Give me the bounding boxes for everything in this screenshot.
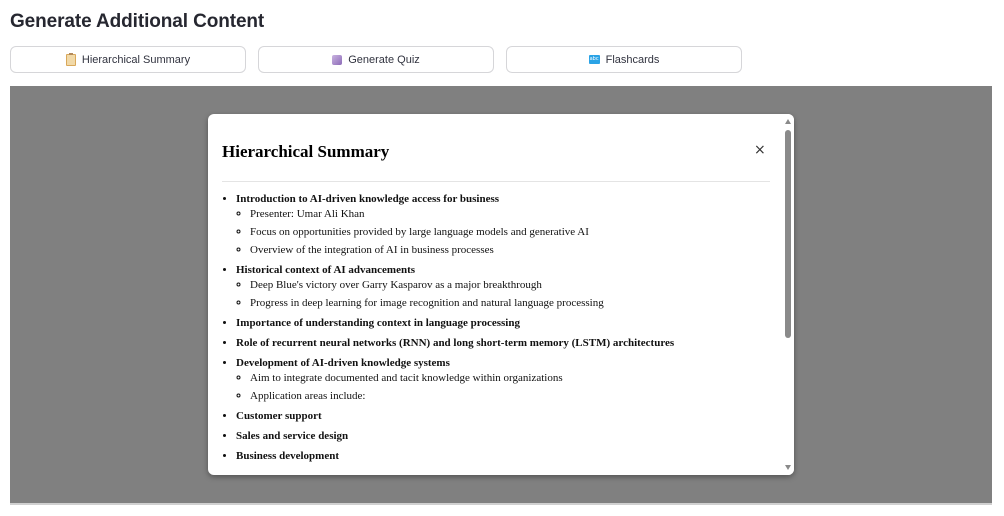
scrollbar[interactable] <box>782 114 794 475</box>
summary-item-text: Business development <box>236 450 339 462</box>
summary-item <box>236 316 778 330</box>
summary-sublist <box>236 207 778 257</box>
close-icon[interactable]: × <box>754 142 766 158</box>
summary-item <box>236 192 778 257</box>
summary-item <box>236 263 778 310</box>
summary-subitem: ◦ Overview of the integration of AI in business processes <box>250 243 778 257</box>
abc-icon: abc <box>589 56 599 62</box>
divider <box>222 181 770 182</box>
scroll-up-arrow-icon[interactable] <box>785 119 791 124</box>
summary-item <box>236 356 778 403</box>
summary-subitem: ◦ Deep Blue's victory over Garry Kasparov as a major breakthrough <box>250 278 778 292</box>
summary-sublist <box>236 371 778 403</box>
clipboard-icon <box>66 54 76 66</box>
summary-subitem: ◦ Application areas include: <box>250 389 778 403</box>
hierarchical-summary-button[interactable] <box>10 46 246 73</box>
summary-item-text: Importance of understanding context in language processing <box>236 317 520 329</box>
summary-subitem: ◦ Aim to integrate documented and tacit knowledge within organizations <box>250 371 778 385</box>
summary-item-text: Introduction to AI-driven knowledge access for business <box>236 193 500 205</box>
summary-item-text: Sales and service design <box>236 430 349 442</box>
summary-content <box>208 192 778 469</box>
hierarchical-summary-label: Hierarchical Summary <box>81 53 191 66</box>
summary-item-text: Customer support <box>236 410 322 422</box>
summary-subitem: ◦ Presenter: Umar Ali Khan <box>250 207 778 221</box>
summary-item <box>236 449 778 463</box>
scroll-down-arrow-icon[interactable] <box>785 465 791 470</box>
summary-item-text: Historical context of AI advancements <box>236 264 416 276</box>
flashcards-label: Flashcards <box>605 53 660 66</box>
generate-quiz-label: Generate Quiz <box>348 53 420 66</box>
summary-list <box>208 192 778 463</box>
flashcards-button[interactable] <box>506 46 742 73</box>
scrollbar-thumb[interactable] <box>785 130 791 338</box>
generate-quiz-button[interactable] <box>258 46 494 73</box>
summary-subitem: ◦ Progress in deep learning for image recognition and natural language processing <box>250 296 778 310</box>
summary-item <box>236 409 778 423</box>
modal-title: Hierarchical Summary <box>222 142 390 161</box>
summary-modal <box>208 114 794 475</box>
summary-subitem: ◦ Focus on opportunities provided by large language models and generative AI <box>250 225 778 239</box>
page-title: Generate Additional Content <box>10 11 265 32</box>
summary-item-text: Development of AI-driven knowledge systems <box>236 357 450 369</box>
dice-icon <box>332 55 342 65</box>
summary-item <box>236 429 778 443</box>
summary-sublist <box>236 278 778 310</box>
summary-item <box>236 336 778 350</box>
summary-item-text: Role of recurrent neural networks (RNN) and long short-term memory (LSTM) architectures <box>236 337 675 349</box>
